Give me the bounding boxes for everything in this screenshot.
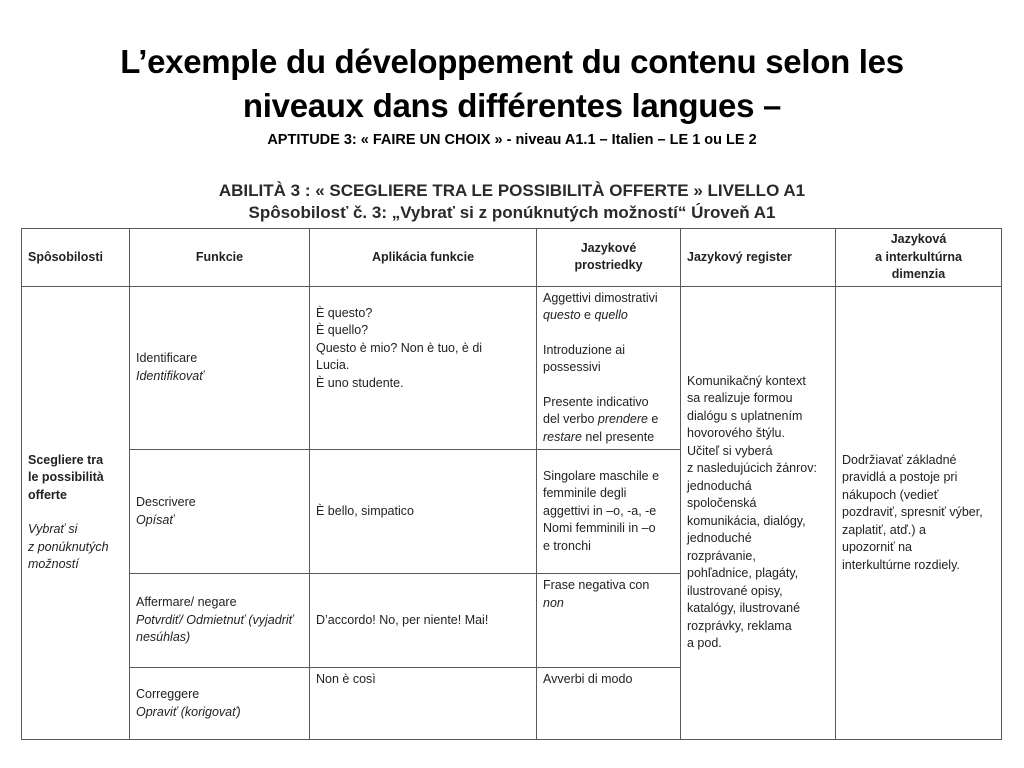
competence-table — [21, 228, 1002, 740]
register-line: katalógy, ilustrované — [687, 601, 801, 616]
lang-line: femminile degli — [543, 486, 627, 501]
register-line: Učiteľ si vyberá — [687, 443, 773, 458]
ability-cell — [22, 286, 130, 740]
function-cell — [130, 450, 310, 574]
lang-line: Introduzione ai — [543, 342, 626, 357]
table-heading-italian: ABILITÀ 3 : « SCEGLIERE TRA LE POSSIBILITÀ OFFERTE » LIVELLO A1 — [218, 181, 806, 200]
register-line: komunikácia, dialógy, — [687, 513, 806, 528]
register-line: sa realizuje formou — [687, 391, 793, 406]
header-language-register: Jazykový register — [681, 229, 836, 287]
lang-text: nel presente — [581, 429, 655, 444]
function-label: Identificare — [136, 351, 198, 366]
ability-label-l3: offerte — [28, 487, 67, 502]
application-line: È quello? — [316, 323, 369, 337]
application-line: È questo? — [316, 305, 373, 320]
ability-label-l2: le possibilità — [28, 470, 104, 485]
dimension-line: interkultúrne rozdiely. — [842, 557, 960, 572]
lang-line: Presente indicativo — [543, 394, 649, 409]
application-cell — [310, 450, 537, 574]
lang-line — [543, 411, 674, 429]
register-line: z nasledujúcich žánrov: — [687, 461, 817, 476]
dimension-line: pozdraviť, spresniť výber, — [842, 505, 983, 519]
application-line: Non è così — [316, 672, 376, 686]
header-function-application: Aplikácia funkcie — [310, 229, 537, 287]
application-line: È bello, simpatico — [316, 503, 414, 518]
register-line: ilustrované opisy, — [687, 583, 783, 598]
slide-title-block — [0, 40, 1024, 148]
lang-line — [543, 307, 674, 325]
header-competences: Spôsobilosti — [22, 229, 130, 287]
slide-subtitle: APTITUDE 3: « FAIRE UN CHOIX » - niveau A1.1 – Italien – LE 1 ou LE 2 — [267, 132, 757, 148]
register-line: hovorového štýlu. — [687, 426, 785, 441]
dimension-cell — [836, 286, 1002, 740]
lang-line: Frase negativa con — [543, 578, 650, 592]
lang-line: Aggettivi dimostrativi — [543, 290, 658, 305]
lang-line: Nomi femminili in –o — [543, 521, 656, 536]
register-line: Komunikačný kontext — [687, 373, 806, 388]
function-label-sk: Opraviť (korigovať) — [136, 704, 241, 719]
register-line: rozprávky, reklama — [687, 618, 792, 633]
table-heading — [0, 180, 1024, 224]
header-dimension-l3: dimenzia — [891, 267, 946, 281]
table-row — [22, 286, 1002, 450]
register-line: rozprávanie, — [687, 548, 756, 563]
register-line: pohľadnice, plagáty, — [687, 566, 799, 581]
function-label: Correggere — [136, 687, 200, 701]
lang-italic: restare — [543, 429, 582, 444]
application-line: È uno studente. — [316, 375, 404, 390]
function-label-sk: Identifikovať — [136, 368, 204, 383]
lang-text: del verbo — [543, 412, 598, 426]
header-language-means-l2: prostriedky — [574, 258, 643, 273]
register-line: a pod. — [687, 636, 722, 651]
slide-title-line-2: niveaux dans différentes langues – — [242, 87, 782, 124]
function-label-sk: Opísať — [136, 512, 174, 527]
header-intercultural-dimension — [836, 229, 1002, 287]
function-label-sk: nesúhlas) — [136, 630, 191, 645]
language-means-cell — [537, 574, 681, 668]
lang-line: Singolare maschile e — [543, 468, 660, 483]
lang-italic: prendere — [597, 412, 648, 426]
application-cell — [310, 286, 537, 450]
language-means-cell — [537, 450, 681, 574]
function-cell — [130, 668, 310, 740]
function-label-sk: Potvrdiť/ Odmietnuť (vyjadriť — [136, 612, 294, 627]
slide-title-line-1: L’exemple du développement du contenu selon les — [120, 43, 904, 80]
table-header-row — [22, 229, 1002, 287]
header-language-means-l1: Jazykové — [580, 240, 637, 255]
application-line: Questo è mio? Non è tuo, è di — [316, 340, 483, 355]
dimension-line: upozorniť na — [842, 540, 913, 554]
application-cell — [310, 574, 537, 668]
ability-sk-l2: z ponúknutých — [28, 539, 109, 554]
ability-sk-l3: možností — [28, 557, 79, 572]
header-functions: Funkcie — [130, 229, 310, 287]
header-dimension-l1: Jazyková — [890, 232, 947, 246]
lang-line: e tronchi — [543, 538, 591, 553]
application-line: D’accordo! No, per niente! Mai! — [316, 612, 489, 627]
application-line: Lucia. — [316, 358, 350, 372]
register-line: dialógu s uplatnením — [687, 408, 803, 423]
table-heading-slovak: Spôsobilosť č. 3: „Vybrať si z ponúknutých možností“ Úroveň A1 — [248, 203, 776, 222]
register-line: jednoduché — [687, 531, 752, 546]
register-line: spoločenská — [687, 496, 757, 511]
function-label: Descrivere — [136, 495, 196, 509]
dimension-line: nákupoch (vedieť — [842, 487, 939, 502]
lang-line — [543, 429, 674, 447]
language-means-cell — [537, 668, 681, 740]
dimension-line: Dodržiavať základné — [842, 452, 957, 467]
dimension-line: zaplatiť, atď.) a — [842, 522, 926, 537]
register-line: jednoduchá — [687, 478, 752, 493]
function-label: Affermare/ negare — [136, 595, 237, 610]
lang-line: aggettivi in –o, -a, -e — [543, 503, 657, 518]
lang-italic: questo — [543, 308, 581, 322]
function-cell — [130, 286, 310, 450]
lang-text: e — [580, 308, 595, 322]
register-cell — [681, 286, 836, 740]
lang-line: Avverbi di modo — [543, 672, 633, 686]
header-dimension-l2: a interkultúrna — [875, 249, 962, 264]
lang-text: e — [647, 412, 659, 426]
lang-line: possessivi — [543, 360, 601, 374]
lang-italic: non — [543, 595, 564, 610]
language-means-cell — [537, 286, 681, 450]
ability-sk-l1: Vybrať si — [28, 522, 78, 537]
lang-italic: quello — [594, 308, 628, 322]
application-cell — [310, 668, 537, 740]
dimension-line: pravidlá a postoje pri — [842, 470, 958, 484]
header-language-means — [537, 229, 681, 287]
function-cell — [130, 574, 310, 668]
ability-label-l1: Scegliere tra — [28, 452, 104, 467]
